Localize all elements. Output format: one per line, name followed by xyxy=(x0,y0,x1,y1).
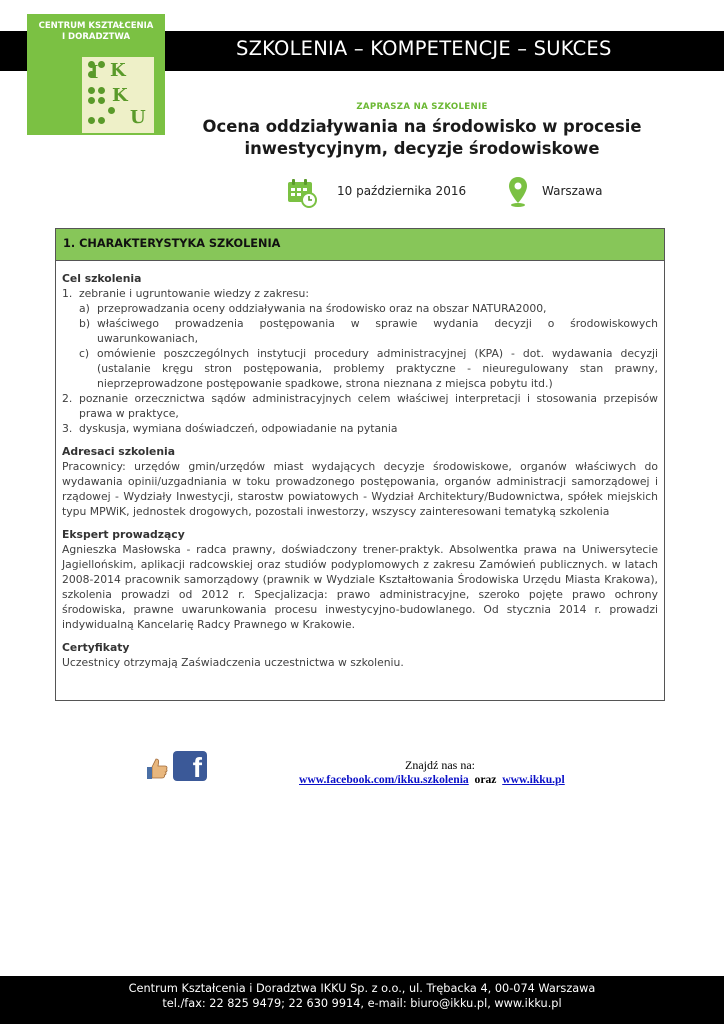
list-text: dyskusja, wymiana doświadczeń, odpowiadanie na pytania xyxy=(79,422,398,435)
website-link[interactable]: www.ikku.pl xyxy=(502,773,565,786)
facebook-icon[interactable]: f xyxy=(173,751,207,781)
event-city: Warszawa xyxy=(542,184,603,198)
list-text: właściwego prowadzenia postępowania w sprawie wydania decyzji o środowiskowych uwarunkowaniach, xyxy=(97,317,658,345)
list-text: poznanie orzecznictwa sądów administracyjnych celem właściwej interpretacji i stosowania przepisów prawa w praktyce, xyxy=(79,392,658,420)
list-item xyxy=(79,301,658,316)
ikku-logo xyxy=(27,14,165,135)
course-title xyxy=(190,116,654,160)
logo-letter: U xyxy=(130,107,146,128)
goal-sublist xyxy=(79,301,658,391)
logo-dot xyxy=(88,117,95,124)
section-body xyxy=(56,261,664,670)
certificates-text: Uczestnicy otrzymają Zaświadczenia uczestnictwa w szkoleniu. xyxy=(62,656,404,669)
goal-list xyxy=(62,286,658,436)
course-title-line1: Ocena oddziaływania na środowisko w procesie xyxy=(202,117,642,136)
invite-label: ZAPRASZA NA SZKOLENIE xyxy=(356,102,488,112)
find-us-label: Znajdź nas na: xyxy=(405,758,475,772)
course-section xyxy=(55,228,665,701)
logo-dot xyxy=(98,117,105,124)
list-item xyxy=(79,346,658,391)
list-letter: b) xyxy=(79,317,91,330)
logo-dot xyxy=(98,87,105,94)
audience-title: Adresaci szkolenia xyxy=(62,445,176,458)
thumbs-up-icon xyxy=(146,757,168,781)
section-heading: 1. CHARAKTERYSTYKA SZKOLENIA xyxy=(56,229,664,261)
certificates-title: Certyfikaty xyxy=(62,641,130,654)
list-item xyxy=(62,391,658,421)
expert-text: Agnieszka Masłowska - radca prawny, doświadczony trener-praktyk. Absolwentka prawa na Uniwersytecie Jagiellońskim, aplikacji radcowskiej oraz studiów podyplomowych z zakresu Zamówień publicznych. w latach 2008-2014 pracownik samorządowy (prawnik w Wydziale Kształtowania Środowiska Urzędu Miasta Krakowa), szkolenia prowadzi od 2012 r. Specjalizacja: prawo administracyjne, szeroko pojęte prawo ochrony środowiska, prawne uwarunkowania procesu inwestycyjno-budowlanego. Od stycznia 2014 r. prowadzi indywidualną Kancelarię Radcy Prawnego w Krakowie. xyxy=(62,543,658,631)
list-item xyxy=(62,286,658,391)
facebook-link[interactable]: www.facebook.com/ikku.szkolenia xyxy=(299,773,469,786)
event-date: 10 października 2016 xyxy=(337,184,467,198)
audience-text: Pracownicy: urzędów gmin/urzędów miast wydających decyzje środowiskowe, organów właściwych do wydawania opinii/uzgadniania w toku prowadzonego postępowania, organów administracji samorządowej i rządowej - Wydziały Inwestycji, starostw powiatowych - Wydział Architektury/Budownictwa, spółek miejskich typu MPWiK, jednostek drogowych, pozostali inwestorzy, wszyscy zainteresowani tematyką szkolenia xyxy=(62,460,658,518)
links-conjunction: oraz xyxy=(474,773,497,786)
social-links xyxy=(299,773,565,786)
list-number: 1. xyxy=(62,287,73,300)
list-letter: c) xyxy=(79,347,90,360)
footer-contact: tel./fax: 22 825 9479; 22 630 9914, e-mail: biuro@ikku.pl, www.ikku.pl xyxy=(162,997,562,1010)
logo-dot xyxy=(98,61,105,68)
calendar-clock-icon xyxy=(287,178,317,208)
expert-title: Ekspert prowadzący xyxy=(62,528,185,541)
footer xyxy=(0,976,724,1024)
goal-title: Cel szkolenia xyxy=(62,272,142,285)
tagline: SZKOLENIA – KOMPETENCJE – SUKCES xyxy=(236,37,612,60)
list-text: przeprowadzania oceny oddziaływania na środowisko oraz na obszar NATURA2000, xyxy=(97,302,547,315)
logo-letter: K xyxy=(112,85,128,106)
logo-line1: CENTRUM KSZTAŁCENIA xyxy=(38,21,154,31)
course-title-line2: inwestycyjnym, decyzje środowiskowe xyxy=(244,139,600,158)
logo-line2: I DORADZTWA xyxy=(61,32,131,42)
list-item xyxy=(62,421,658,436)
list-text: omówienie poszczególnych instytucji procedury administracyjnej (KPA) - dot. wydawania decyzji (ustalanie kręgu stron postępowania, problemy praktyczne - nieuregulowany stan prawny, nieprzeprowadzone postępowanie spadkowe, strona nieznana z miejsca pobytu itd.) xyxy=(97,347,658,390)
map-pin-icon xyxy=(508,176,528,208)
logo-dot xyxy=(88,87,95,94)
list-text: zebranie i ugruntowanie wiedzy z zakresu: xyxy=(79,287,309,300)
list-item xyxy=(79,316,658,346)
footer-address: Centrum Kształcenia i Doradztwa IKKU Sp. z o.o., ul. Trębacka 4, 00-074 Warszawa xyxy=(128,982,596,995)
list-number: 2. xyxy=(62,392,73,405)
list-letter: a) xyxy=(79,302,90,315)
event-info xyxy=(0,176,724,210)
logo-letter: K xyxy=(110,60,126,81)
logo-letter: I xyxy=(90,62,99,83)
logo-text xyxy=(27,21,165,43)
list-number: 3. xyxy=(62,422,73,435)
logo-card xyxy=(82,57,154,133)
